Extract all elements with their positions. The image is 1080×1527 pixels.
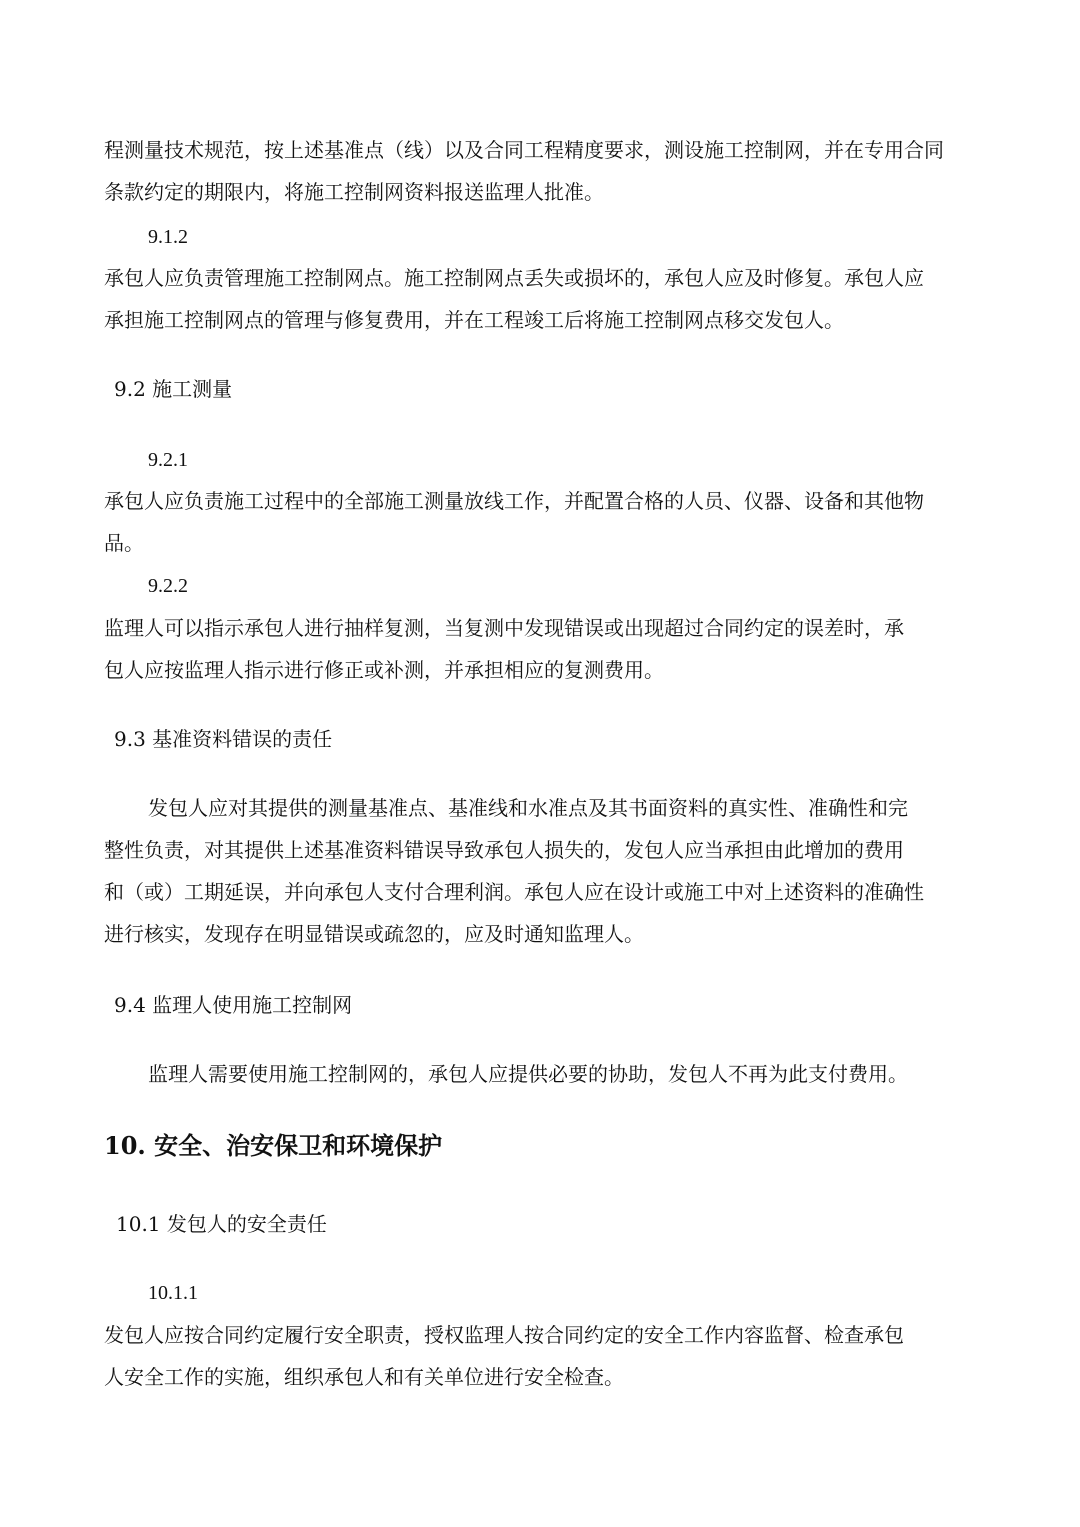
paragraph-line: 发包人应按合同约定履行安全职责，授权监理人按合同约定的安全工作内容监督、检查承包 bbox=[104, 1323, 904, 1347]
paragraph-line: 程测量技术规范，按上述基准点（线）以及合同工程精度要求，测设施工控制网，并在专用合同 bbox=[104, 138, 944, 162]
paragraph-line: 监理人可以指示承包人进行抽样复测，当复测中发现错误或出现超过合同约定的误差时，承 bbox=[104, 616, 904, 640]
section-heading: 9.4 监理人使用施工控制网 bbox=[114, 993, 353, 1017]
paragraph-line: 监理人需要使用施工控制网的，承包人应提供必要的协助，发包人不再为此支付费用。 bbox=[148, 1062, 908, 1086]
clause-number: 9.2.2 bbox=[148, 575, 188, 597]
clause-number: 10.1.1 bbox=[148, 1282, 198, 1304]
paragraph-line: 人安全工作的实施，组织承包人和有关单位进行安全检查。 bbox=[104, 1365, 624, 1389]
paragraph-line: 包人应按监理人指示进行修正或补测，并承担相应的复测费用。 bbox=[104, 658, 664, 682]
paragraph-line: 和（或）工期延误，并向承包人支付合理利润。承包人应在设计或施工中对上述资料的准确性 bbox=[104, 880, 924, 904]
clause-number: 9.2.1 bbox=[148, 449, 188, 471]
chapter-heading: 10. 安全、治安保卫和环境保护 bbox=[104, 1131, 443, 1160]
paragraph-line: 进行核实，发现存在明显错误或疏忽的，应及时通知监理人。 bbox=[104, 922, 644, 946]
paragraph-line: 条款约定的期限内，将施工控制网资料报送监理人批准。 bbox=[104, 180, 604, 204]
section-heading: 10.1 发包人的安全责任 bbox=[116, 1212, 327, 1236]
paragraph-line: 发包人应对其提供的测量基准点、基准线和水准点及其书面资料的真实性、准确性和完 bbox=[148, 796, 908, 820]
clause-number: 9.1.2 bbox=[148, 226, 188, 248]
paragraph-line: 承包人应负责管理施工控制网点。施工控制网点丢失或损坏的，承包人应及时修复。承包人应 bbox=[104, 266, 924, 290]
section-heading: 9.2 施工测量 bbox=[114, 377, 233, 401]
paragraph-line: 品。 bbox=[104, 531, 144, 555]
paragraph-line: 承担施工控制网点的管理与修复费用，并在工程竣工后将施工控制网点移交发包人。 bbox=[104, 308, 844, 332]
paragraph-line: 整性负责，对其提供上述基准资料错误导致承包人损失的，发包人应当承担由此增加的费用 bbox=[104, 838, 904, 862]
section-heading: 9.3 基准资料错误的责任 bbox=[114, 727, 333, 751]
paragraph-line: 承包人应负责施工过程中的全部施工测量放线工作，并配置合格的人员、仪器、设备和其他物 bbox=[104, 489, 924, 513]
